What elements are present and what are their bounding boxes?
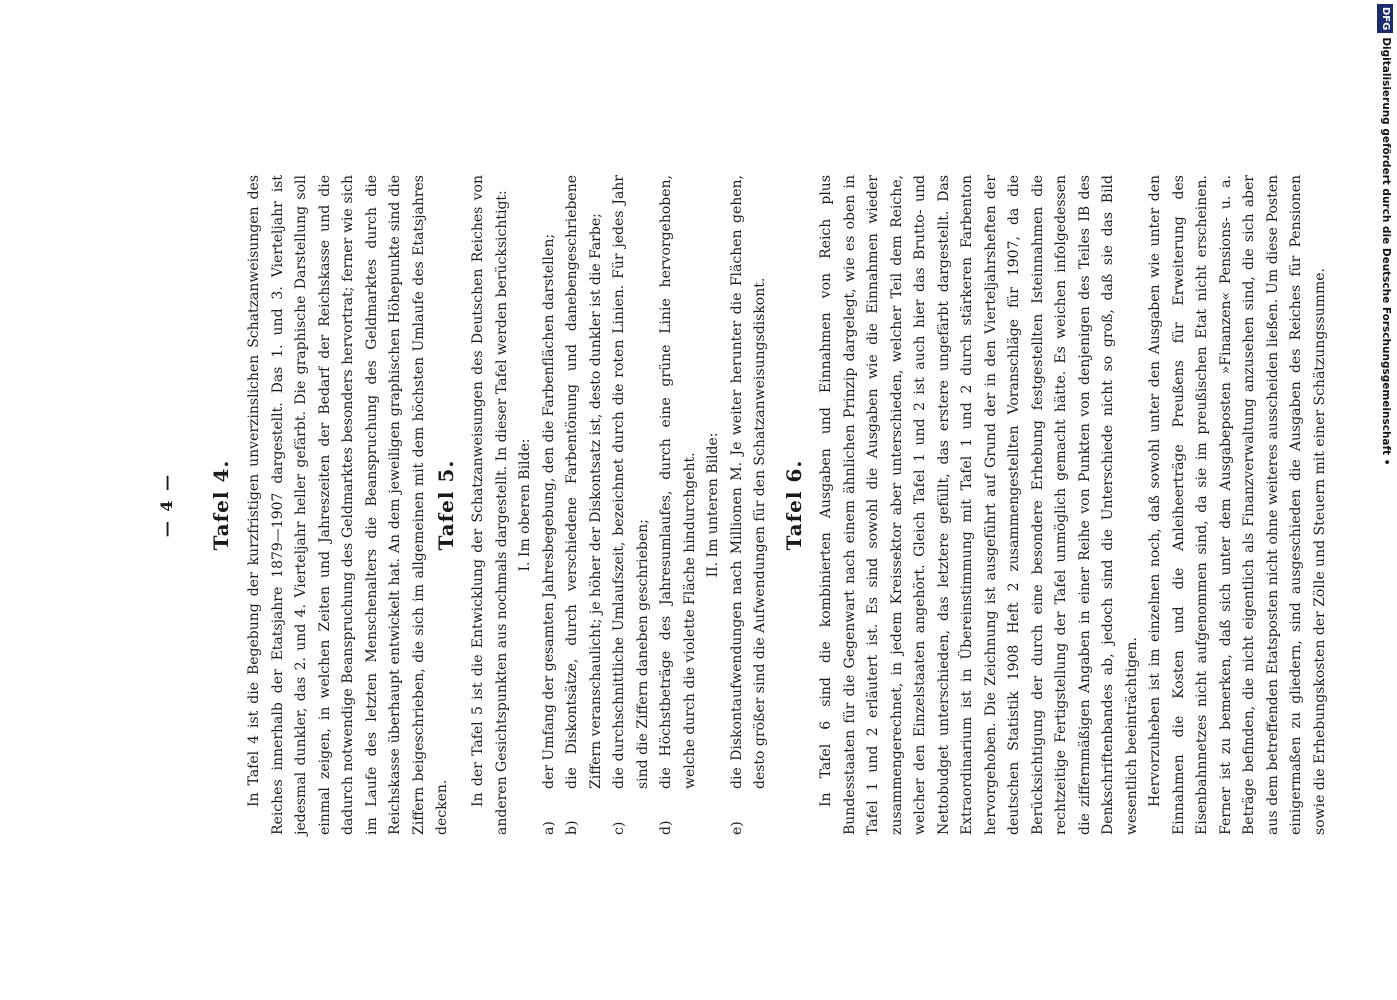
tafel5-list-item [726, 175, 773, 835]
item-label: e) [728, 821, 745, 835]
item-label: a) [540, 821, 557, 835]
tafel5-upper-title: I. Im oberen Bilde: [517, 438, 533, 572]
item-label: b) [564, 820, 580, 835]
item-label: d) [658, 820, 674, 835]
dfg-logo: DFG [1377, 4, 1393, 33]
rotated-page-content [155, 175, 1328, 835]
item-text: die durchschnittliche Umlaufszeit, bezeichnet durch die roten Linien. Für jedes Jahr sind die Ziffern daneben geschrieben; [611, 175, 651, 789]
tafel4-heading: Tafel 4. [209, 459, 233, 551]
item-text: die Diskontaufwendungen nach Millionen M. Je weiter herunter die Flächen gehen, desto größer sind die Aufwendungen für den Schatzanweisungsdiskont. [728, 175, 768, 789]
tafel5-intro: In der Tafel 5 ist die Entwicklung der Schatzanweisungen des Deutschen Reiches von anderen Gesichtspunkten aus nochmals dargestellt. In dieser Tafel werden berücksichtigt: [470, 175, 510, 835]
tafel6-body [815, 175, 1332, 835]
tafel5-list-item [608, 175, 655, 835]
tafel5-list-item [561, 175, 608, 835]
digitization-stamp [1378, 4, 1394, 994]
tafel5-body [467, 175, 773, 835]
tafel5-heading: Tafel 5. [434, 459, 458, 551]
stamp-text: Digitalisierung gefördert durch die Deutsche Forschungsgemeinschaft • [1380, 37, 1392, 466]
item-text: die Höchstbeträge des Jahresumlaufes, durch eine grüne Linie hervorgehoben, welche durch die violette Fläche hindurchgeht. [658, 175, 698, 789]
tafel6-paragraph: In Tafel 6 sind die kombinierten Ausgaben und Einnahmen von Reich plus Bundesstaaten für die Gegenwart nach einem ähnlichen Prinzip dargelegt, wie es oben in Tafel 1 und 2 erläutert ist. Es sind sowohl die Ausgaben wie die Einnahmen wieder zusammengerechnet, in jedem Kreissektor aber unterschieden, welcher Teil dem Reiche, welcher den Einzelstaaten angehört. Gleich Tafel 1 und 2 ist auch hier das Brutto- und Nettobudget unterschieden, das letztere gefüllt, das erstere ungefärbt dargestellt. Das Extraordinarium ist in Übereinstimmung mit Tafel 1 und 2 durch stärkeren Farbenton hervorgehoben. Die Zeichnung ist ausgeführt auf Grund der in den Vierteljahrsheften der deutschen Statistik 1908 Heft 2 zusammengestellten Voranschläge für 1907, da die Berücksichtigung der durch eine besondere Erhebung festgestellten Isteinnahmen die rechtzeitige Fertigstellung der Tafel unmöglich gemacht hätte. Es weichen infolgedessen die ziffernmäßigen Angaben in einer Reihe von Punkten von denjenigen des Teiles IB des Denkschriftenbandes ab, jedoch sind die Unterschiede nicht so groß, daß sie das Bild wesentlich beeinträchtigen. [818, 175, 1140, 835]
tafel4-paragraph: In Tafel 4 ist die Begebung der kurzfristigen unverzinslichen Schatzanweisungen des Reiches innerhalb der Etatsjahre 1879—1907 dargestellt. Das 1. und 3. Vierteljahr ist jedesmal dunkler, das 2. und 4. Vierteljahr heller gefärbt. Die graphische Darstellung soll einmal zeigen, in welchen Zeiten und Jahreszeiten der Bedarf der Reichskasse und die dadurch notwendige Beanspruchung des Geldmarktes besonders hervortrat; ferner wie sich im Laufe des letzten Menschenalters die Beanspruchung des Geldmarktes durch die Reichskasse überhaupt entwickelt hat. An dem jeweiligen graphischen Höhepunkte sind die Ziffern beigeschrieben, die sich im allgemeinen mit dem höchsten Umlaufe des Etatsjahres decken. [246, 175, 450, 835]
item-label: c) [611, 821, 627, 835]
tafel5-lower-title: II. Im unteren Bilde: [705, 432, 721, 578]
tafel4-body [243, 175, 455, 835]
tafel5-list-item [538, 175, 562, 835]
tafel6-paragraph: Hervorzuheben ist im einzelnen noch, daß sowohl unter den Ausgaben wie unter den Einnahmen die Kosten und die Anleiheerträge Preußens für Erweiterung des Eisenbahnnetzes nicht aufgenommen sind, da sie im preußischen Etat nicht erscheinen. Ferner ist zu bemerken, daß sich unter dem Ausgabeposten »Finanzen« Pensions- u. a. Beträge befinden, die nicht eigentlich als Finanzverwaltung anzusehen sind, die sich aber aus dem betreffenden Etatsposten nicht ohne weiteres ausscheiden ließen. Um diese Posten einigermaßen zu gliedern, sind ausgeschieden die Ausgaben des Reiches für Pensionen sowie die Erhebungskosten der Zölle und Steuern mit einer Schätzungssumme. [1147, 175, 1328, 835]
tafel5-list-item [655, 175, 702, 835]
tafel6-heading: Tafel 6. [782, 459, 806, 551]
item-text: der Umfang der gesamten Jahresbegebung, den die Farbenflächen darstellen; [540, 233, 557, 789]
page-number: — 4 — [157, 472, 176, 538]
item-text: die Diskontsätze, durch verschiedene Farbentönung und danebengeschriebene Ziffern veranschaulicht; je höher der Diskontsatz ist, desto dunkler ist die Farbe; [564, 175, 604, 789]
